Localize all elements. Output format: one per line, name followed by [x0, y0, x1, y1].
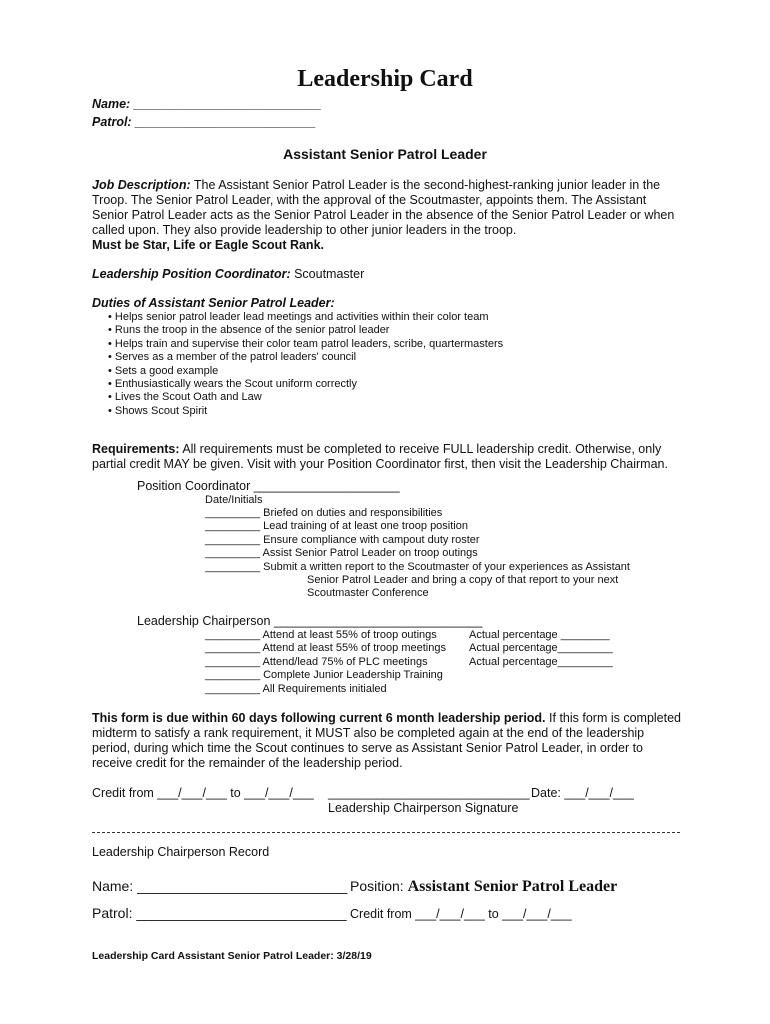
name-label: Name: — [92, 97, 134, 111]
checklist-item[interactable]: _________ All Requirements initialed — [205, 682, 387, 695]
record-position-value: Assistant Senior Patrol Leader — [407, 878, 618, 895]
footer-note: Leadership Card Assistant Senior Patrol Leader: 3/28/19 — [92, 950, 372, 962]
checklist-item[interactable]: _________ Assist Senior Patrol Leader on troop outings — [205, 547, 478, 560]
date-initials-label: Date/Initials — [205, 494, 263, 506]
due-notice — [92, 711, 682, 771]
coordinator-value: Scoutmaster — [290, 267, 365, 281]
requirements-text: All requirements must be completed to receive FULL leadership credit. Otherwise, only partial credit MAY be given. Visit with your Position Coordinator first, then visit the Leadership Chairman. — [92, 442, 668, 471]
continuation-line: Senior Patrol Leader and bring a copy of that report to your next — [307, 574, 619, 586]
rank-requirement: Must be Star, Life or Eagle Scout Rank. — [92, 238, 324, 252]
checklist-item[interactable]: _________ Attend at least 55% of troop meetings — [205, 642, 446, 655]
job-description — [92, 178, 682, 253]
checklist-item[interactable]: _________ Lead training of at least one troop position — [205, 520, 468, 533]
checklist-item[interactable]: _________ Briefed on duties and responsibilities — [205, 507, 443, 519]
duty-item: • Enthusiastically wears the Scout uniform correctly — [108, 378, 358, 391]
checklist-item[interactable]: _________ Complete Junior Leadership Training — [205, 669, 443, 682]
signature-line[interactable]: _____________________________ — [328, 786, 530, 800]
chair-checklist — [205, 629, 446, 696]
checklist-item[interactable]: _________ Attend/lead 75% of PLC meetings — [205, 655, 428, 668]
record-name-row[interactable] — [92, 878, 347, 894]
record-name-line: ___________________________ — [137, 878, 348, 894]
coordinator-label: Leadership Position Coordinator: — [92, 267, 291, 281]
credit-dates-field[interactable]: Credit from ___/___/___ to ___/___/___ — [92, 786, 314, 800]
patrol-line: __________________________ — [135, 115, 316, 129]
job-description-text: The Assistant Senior Patrol Leader is the second-highest-ranking junior leader in the Troop. The Senior Patrol Leader, with the approval of the Scoutmaster, appoints them. The Assistant Senior Patrol Leader acts as the Senior Patrol Leader in the absence of the Senior Patrol Leader or when called upon. They also provide leadership to other junior leaders in the troop. — [92, 178, 675, 237]
name-field-row[interactable] — [92, 97, 321, 112]
duty-item: • Runs the troop in the absence of the senior patrol leader — [108, 324, 390, 337]
record-position-row — [350, 878, 617, 896]
page-title: Leadership Card — [297, 66, 473, 92]
position-coordinator-signature[interactable]: Position Coordinator _____________________ — [137, 479, 400, 493]
duties-list — [108, 311, 503, 418]
due-notice-text: If this form is completed midterm to satisfy a rank requirement, it MUST also be completed again at the end of the leadership period, during which time the Scout continues to serve as Assistant Senior Patrol Leader, in order to receive credit for the remainder of the leadership period. — [92, 711, 682, 770]
duty-item: • Serves as a member of the patrol leaders' council — [108, 351, 357, 364]
dashed-separator — [92, 832, 680, 833]
patrol-label: Patrol: — [92, 115, 136, 129]
record-heading: Leadership Chairperson Record — [92, 845, 270, 859]
duty-item: • Helps senior patrol leader lead meetings and activities within their color team — [108, 311, 489, 323]
checklist-item[interactable]: _________ Submit a written report to the Scoutmaster of your experiences as Assistant — [205, 560, 630, 573]
signature-label: Leadership Chairperson Signature — [328, 801, 519, 815]
name-line: ___________________________ — [133, 97, 322, 111]
checklist-item[interactable]: _________ Attend at least 55% of troop outings — [205, 629, 437, 641]
signature-date-field[interactable]: Date: ___/___/___ — [531, 786, 634, 800]
record-patrol-line: ___________________________ — [136, 905, 347, 921]
continuation-line: Scoutmaster Conference — [307, 587, 429, 600]
duty-item: • Helps train and supervise their color team patrol leaders, scribe, quartermasters — [108, 337, 504, 350]
duty-item: • Lives the Scout Oath and Law — [108, 391, 262, 404]
record-name-label: Name: — [92, 878, 138, 894]
duties-heading: Duties of Assistant Senior Patrol Leader: — [92, 296, 335, 310]
requirements-paragraph — [92, 442, 682, 472]
requirements-label: Requirements: — [92, 442, 180, 456]
actual-percentages — [469, 629, 613, 669]
actual-percentage-field[interactable]: Actual percentage ________ — [469, 629, 610, 641]
record-patrol-row[interactable] — [92, 905, 347, 921]
actual-percentage-field[interactable]: Actual percentage_________ — [469, 642, 613, 655]
duty-item: • Sets a good example — [108, 364, 219, 377]
position-subtitle: Assistant Senior Patrol Leader — [283, 146, 487, 162]
coordinator-checklist — [205, 507, 630, 574]
leadership-chairperson-signature[interactable]: Leadership Chairperson ______________________________ — [137, 614, 483, 628]
due-notice-bold: This form is due within 60 days following current 6 month leadership period. — [92, 711, 546, 725]
record-patrol-label: Patrol: — [92, 905, 137, 921]
record-credit-dates[interactable]: Credit from ___/___/___ to ___/___/___ — [350, 907, 572, 921]
actual-percentage-field[interactable]: Actual percentage_________ — [469, 655, 613, 668]
position-coordinator-line — [92, 267, 364, 282]
checklist-item[interactable]: _________ Ensure compliance with campout duty roster — [205, 533, 480, 546]
checklist-continuation — [307, 574, 618, 601]
job-description-label: Job Description: — [92, 178, 191, 192]
record-position-label: Position: — [350, 878, 408, 894]
duty-item: • Shows Scout Spirit — [108, 404, 208, 417]
patrol-field-row[interactable] — [92, 115, 316, 130]
